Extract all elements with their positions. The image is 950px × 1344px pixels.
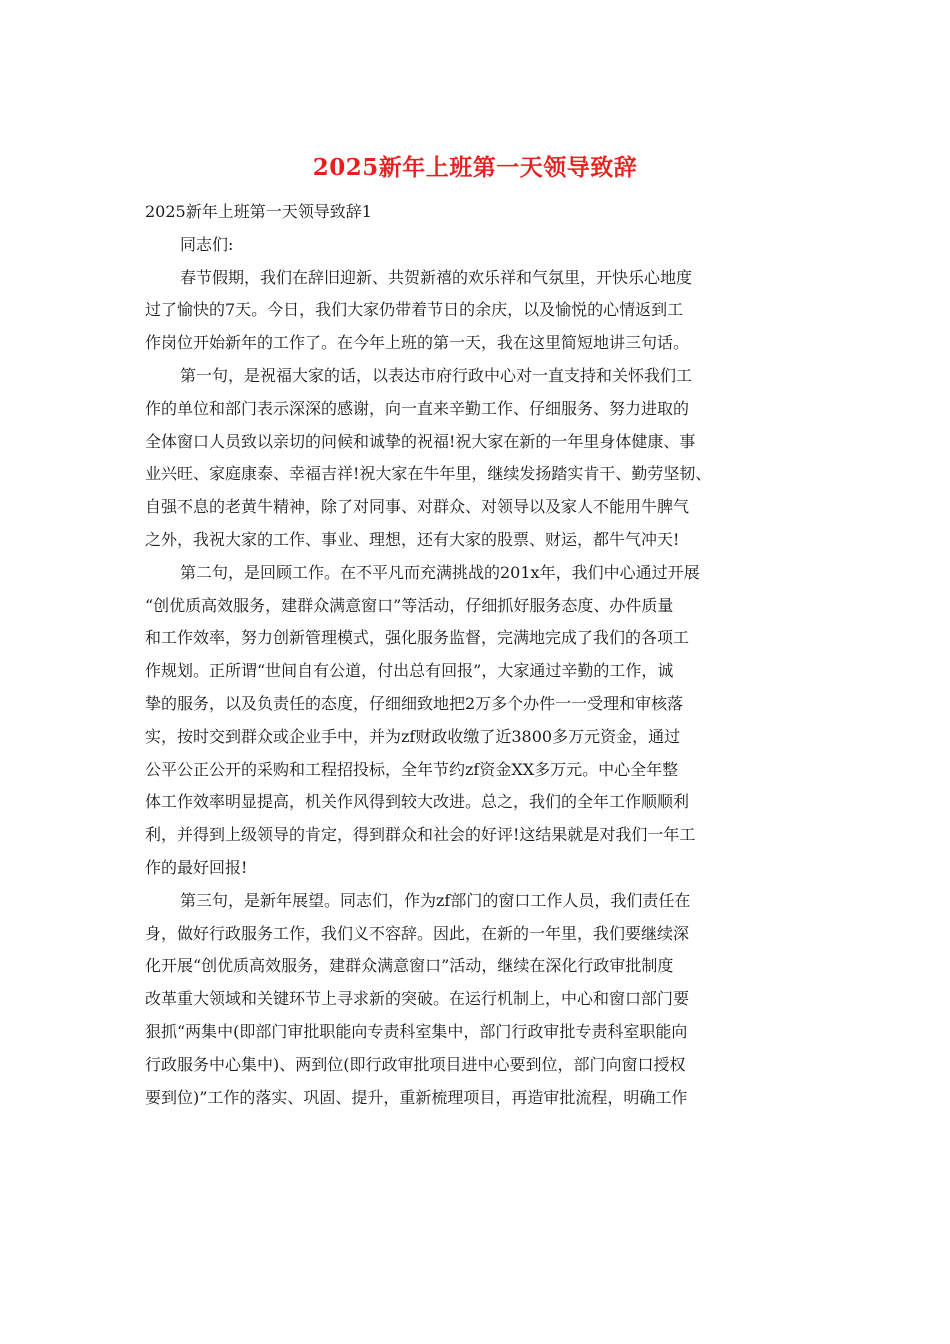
text-line: 全体窗口人员致以亲切的问候和诚挚的祝福!祝大家在新的一年里身体健康、事 [145, 431, 696, 451]
text-line: 作的最好回报! [145, 857, 248, 877]
text-line: 2025新年上班第一天领导致辞1 [145, 202, 372, 221]
text-line: 行政服务中心集中)、两到位(即行政审批项目进中心要到位，部门向窗口授权 [145, 1054, 686, 1074]
text-line: 作岗位开始新年的工作了。在今年上班的第一天，我在这里简短地讲三句话。 [145, 333, 690, 353]
text-line: 第三句，是新年展望。同志们，作为zf部门的窗口工作人员，我们责任在 [180, 890, 691, 910]
document-title: 2025新年上班第一天领导致辞 [312, 154, 638, 181]
text-line: 和工作效率，努力创新管理模式，强化服务监督，完满地完成了我们的各项工 [145, 628, 690, 648]
text-line: 利，并得到上级领导的肯定，得到群众和社会的好评!这结果就是对我们一年工 [145, 825, 696, 845]
text-line: 过了愉快的7天。今日，我们大家仍带着节日的余庆，以及愉悦的心情返到工 [145, 300, 684, 320]
text-line: 作规划。正所谓“世间自有公道，付出总有回报”，大家通过辛勤的工作，诚 [145, 661, 674, 681]
text-line: 体工作效率明显提高，机关作风得到较大改进。总之，我们的全年工作顺顺利 [145, 792, 690, 812]
text-line: 身，做好行政服务工作，我们义不容辞。因此，在新的一年里，我们要继续深 [145, 923, 690, 943]
text-line: 要到位)”工作的落实、巩固、提升，重新梳理项目，再造审批流程，明确工作 [145, 1087, 688, 1107]
text-line: 春节假期，我们在辞旧迎新、共贺新禧的欢乐祥和气氛里，开快乐心地度 [180, 267, 693, 287]
text-line: 作的单位和部门表示深深的感谢，向一直来辛勤工作、仔细服务、努力进取的 [145, 398, 690, 418]
text-line: 改革重大领域和关键环节上寻求新的突破。在运行机制上，中心和窗口部门要 [145, 989, 690, 1009]
text-line: 实，按时交到群众或企业手中，并为zf财政收缴了近3800多万元资金，通过 [145, 726, 681, 746]
text-line: 自强不息的老黄牛精神，除了对同事、对群众、对领导以及家人不能用牛脾气 [145, 497, 690, 517]
text-line: 挚的服务，以及负责任的态度，仔细细致地把2万多个办件一一受理和审核落 [145, 693, 684, 713]
text-line: “创优质高效服务，建群众满意窗口”等活动，仔细抓好服务态度、办件质量 [145, 595, 674, 615]
text-line: 第一句，是祝福大家的话，以表达市府行政中心对一直支持和关怀我们工 [180, 365, 693, 385]
text-line: 同志们: [180, 234, 234, 254]
text-line: 狠抓“两集中(即部门审批职能向专责科室集中，部门行政审批专责科室职能向 [145, 1021, 688, 1041]
text-line: 业兴旺、家庭康泰、幸福吉祥!祝大家在牛年里，继续发扬踏实肯干、勤劳坚韧、 [145, 464, 712, 484]
text-line: 公平公正公开的采购和工程招投标，全年节约zf资金XX多万元。中心全年整 [145, 759, 679, 779]
text-line: 化开展“创优质高效服务，建群众满意窗口”活动，继续在深化行政审批制度 [145, 956, 674, 976]
text-line: 之外，我祝大家的工作、事业、理想，还有大家的股票、财运，都牛气冲天! [145, 529, 680, 549]
document-body [145, 196, 809, 1114]
text-line: 第二句，是回顾工作。在不平凡而充满挑战的201x年，我们中心通过开展 [180, 562, 700, 582]
